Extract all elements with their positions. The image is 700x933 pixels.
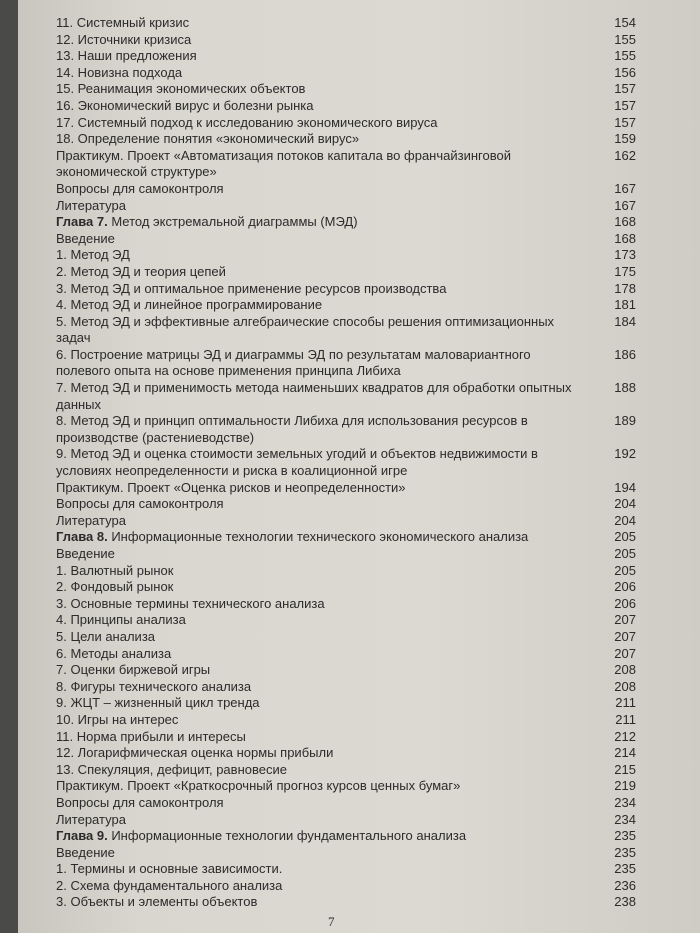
toc-entry <box>56 81 636 98</box>
toc-entry <box>56 264 636 281</box>
toc-page-number: 235 <box>614 844 636 860</box>
toc-entry <box>56 32 636 49</box>
toc-entry-title: 8. Фигуры технического анализа <box>56 678 252 694</box>
toc-page-number: 205 <box>614 529 636 545</box>
toc-entry-title: Вопросы для самоконтроля <box>56 496 224 512</box>
toc-page-number: 234 <box>614 794 636 810</box>
toc-entry-title: 6. Методы анализа <box>56 645 172 661</box>
toc-page-number: 159 <box>614 131 636 147</box>
toc-entry <box>56 496 636 513</box>
toc-entry <box>56 413 636 446</box>
toc-page-number: 175 <box>614 263 636 279</box>
toc-entry-title: 13. Спекуляция, дефицит, равновесие <box>56 761 287 777</box>
toc-page-number: 235 <box>614 828 636 844</box>
toc-entry-title: 10. Игры на интерес <box>56 711 179 727</box>
toc-chapter-heading <box>56 214 636 231</box>
toc-entry-title: 15. Реанимация экономических объектов <box>56 81 306 97</box>
toc-page-number: 214 <box>614 745 636 761</box>
toc-entry <box>56 15 636 32</box>
toc-entry <box>56 878 636 895</box>
toc-entry-title: 14. Новизна подхода <box>56 64 183 80</box>
chapter-title: Метод экстремальной диаграммы (МЭД) <box>107 214 358 230</box>
toc-entry <box>56 762 636 779</box>
toc-entry <box>56 247 636 264</box>
toc-entry-title: Практикум. Проект «Краткосрочный прогноз курсов ценных бумаг» <box>56 778 461 794</box>
toc-page-number: 208 <box>614 662 636 678</box>
toc-page-number: 157 <box>614 114 636 130</box>
toc-page-number: 167 <box>614 197 636 213</box>
toc-entry-title: Введение <box>56 844 115 860</box>
toc-page-number: 154 <box>614 15 636 30</box>
toc-entry <box>56 131 636 148</box>
toc-page-number: 238 <box>614 894 636 910</box>
toc-page-number: 157 <box>614 81 636 97</box>
toc-entry <box>56 480 636 497</box>
toc-page-number: 184 <box>614 313 636 329</box>
toc-entry-title: 1. Метод ЭД <box>56 247 130 263</box>
toc-page-number: 204 <box>614 496 636 512</box>
toc-entry <box>56 662 636 679</box>
chapter-title: Информационные технологии технического экономического анализа <box>107 529 529 545</box>
toc-entry-title: 16. Экономический вирус и болезни рынка <box>56 97 314 113</box>
toc-page-number: 194 <box>614 479 636 495</box>
toc-entry-title: Практикум. Проект «Оценка рисков и неопределенности» <box>56 479 406 495</box>
book-page <box>18 0 700 933</box>
toc-entry <box>56 646 636 663</box>
toc-page-number: 168 <box>614 214 636 230</box>
toc-entry-title: 18. Определение понятия «экономический вирус» <box>56 131 360 147</box>
toc-page-number: 215 <box>614 761 636 777</box>
toc-page-number: 207 <box>614 628 636 644</box>
toc-entry <box>56 314 636 347</box>
toc-entry-title: 2. Схема фундаментального анализа <box>56 877 283 893</box>
toc-entry <box>56 98 636 115</box>
toc-entry-title: Литература <box>56 811 126 827</box>
toc-entry <box>56 894 636 911</box>
toc-page-number: 186 <box>614 346 636 362</box>
toc-entry <box>56 513 636 530</box>
toc-entry-title: 1. Термины и основные зависимости. <box>56 861 283 877</box>
toc-entry-title: 5. Метод ЭД и эффективные алгебраические способы решения оптимизационных задач <box>56 313 555 346</box>
toc-page-number: 181 <box>614 297 636 313</box>
toc-entry <box>56 65 636 82</box>
toc-page-number: 219 <box>614 778 636 794</box>
toc-entry <box>56 579 636 596</box>
toc-entry <box>56 845 636 862</box>
toc-entry <box>56 563 636 580</box>
toc-entry-title: 3. Метод ЭД и оптимальное применение ресурсов производства <box>56 280 447 296</box>
toc-entry-title: Практикум. Проект «Автоматизация потоков капитала во франчайзинговой экономической структуре» <box>56 147 511 180</box>
chapter-number: Глава 7. <box>56 214 108 230</box>
toc-page-number: 178 <box>614 280 636 296</box>
toc-entry-title: 2. Метод ЭД и теория цепей <box>56 263 226 279</box>
toc-entry-title: Введение <box>56 546 115 561</box>
toc-entry-title: 3. Основные термины технического анализа <box>56 595 325 611</box>
toc-page-number: 167 <box>614 180 636 196</box>
toc-page-number: 236 <box>614 877 636 893</box>
toc-entry-title: Литература <box>56 512 126 528</box>
chapter-number: Глава 9. <box>56 828 108 844</box>
toc-page-number: 206 <box>614 579 636 595</box>
toc-entry <box>56 347 636 380</box>
toc-entry <box>56 729 636 746</box>
toc-page-number: 188 <box>614 380 636 396</box>
toc-entry <box>56 231 636 248</box>
toc-entry <box>56 712 636 729</box>
toc-entry <box>56 695 636 712</box>
toc-entry <box>56 745 636 762</box>
toc-entry-title: Вопросы для самоконтроля <box>56 794 224 810</box>
toc-entry-title: 4. Метод ЭД и линейное программирование <box>56 297 323 313</box>
toc-entry-title: Введение <box>56 230 115 246</box>
toc-entry <box>56 380 636 413</box>
toc-page-number: 155 <box>614 48 636 64</box>
toc-entry-title: Вопросы для самоконтроля <box>56 180 224 196</box>
toc-chapter-heading <box>56 529 636 546</box>
toc-entry-title: 12. Логарифмическая оценка нормы прибыли <box>56 745 334 761</box>
toc-entry <box>56 795 636 812</box>
toc-entry <box>56 181 636 198</box>
toc-entry-title: 7. Метод ЭД и применимость метода наименьших квадратов для обработки опытных данных <box>56 380 572 412</box>
toc-entry <box>56 812 636 829</box>
toc-entry-title: 1. Валютный рынок <box>56 562 174 578</box>
chapter-number: Глава 8. <box>56 529 108 545</box>
page-number: 7 <box>328 914 335 929</box>
table-of-contents <box>56 15 636 911</box>
toc-page-number: 205 <box>614 546 636 561</box>
toc-entry-title: 17. Системный подход к исследованию экономического вируса <box>56 114 438 130</box>
toc-entry <box>56 281 636 298</box>
toc-page-number: 208 <box>614 678 636 694</box>
toc-page-number: 173 <box>614 247 636 263</box>
toc-page-number: 189 <box>614 413 636 429</box>
toc-entry <box>56 446 636 479</box>
toc-page-number: 204 <box>614 512 636 528</box>
toc-entry <box>56 148 636 181</box>
toc-entry <box>56 297 636 314</box>
toc-page-number: 207 <box>614 612 636 628</box>
toc-entry <box>56 629 636 646</box>
toc-page-number: 207 <box>614 645 636 661</box>
toc-page-number: 157 <box>614 97 636 113</box>
toc-entry <box>56 679 636 696</box>
toc-entry <box>56 861 636 878</box>
toc-entry-title: 11. Норма прибыли и интересы <box>56 728 246 744</box>
toc-page-number: 156 <box>614 64 636 80</box>
toc-entry-title: 11. Системный кризис <box>56 15 190 30</box>
toc-entry-title <box>56 828 576 845</box>
toc-entry <box>56 198 636 215</box>
toc-entry-title: 9. ЖЦТ – жизненный цикл тренда <box>56 695 260 711</box>
toc-entry-title <box>56 214 576 231</box>
toc-entry <box>56 778 636 795</box>
toc-entry-title: 13. Наши предложения <box>56 48 197 64</box>
toc-entry <box>56 612 636 629</box>
toc-page-number: 211 <box>615 711 636 727</box>
toc-entry-title: 9. Метод ЭД и оценка стоимости земельных угодий и объектов недвижимости в условиях неопределенности и риска в коалиционной игре <box>56 446 538 479</box>
toc-page-number: 234 <box>614 811 636 827</box>
toc-entry-title <box>56 529 576 546</box>
toc-chapter-heading <box>56 828 636 845</box>
toc-page-number: 168 <box>614 230 636 246</box>
toc-entry <box>56 596 636 613</box>
toc-page-number: 205 <box>614 562 636 578</box>
toc-entry-title: 6. Построение матрицы ЭД и диаграммы ЭД по результатам маловариантного полевого опыта на основе применения принципа Либиха <box>56 346 531 379</box>
toc-page-number: 162 <box>614 147 636 163</box>
toc-page-number: 235 <box>614 861 636 877</box>
toc-entry <box>56 48 636 65</box>
toc-entry-title: Литература <box>56 197 126 213</box>
toc-entry-title: 12. Источники кризиса <box>56 31 192 47</box>
toc-entry-title: 3. Объекты и элементы объектов <box>56 894 258 910</box>
toc-entry <box>56 546 636 563</box>
toc-entry-title: 2. Фондовый рынок <box>56 579 174 595</box>
toc-page-number: 212 <box>614 728 636 744</box>
toc-page-number: 155 <box>614 31 636 47</box>
chapter-title: Информационные технологии фундаментального анализа <box>107 828 467 844</box>
toc-entry-title: 5. Цели анализа <box>56 628 156 644</box>
toc-entry-title: 8. Метод ЭД и принцип оптимальности Либиха для использования ресурсов в производстве (растениеводстве) <box>56 413 528 445</box>
toc-page-number: 206 <box>614 595 636 611</box>
toc-entry <box>56 115 636 132</box>
toc-page-number: 211 <box>615 695 636 711</box>
toc-entry-title: 4. Принципы анализа <box>56 612 186 628</box>
toc-entry-title: 7. Оценки биржевой игры <box>56 662 211 678</box>
toc-page-number: 192 <box>614 446 636 462</box>
